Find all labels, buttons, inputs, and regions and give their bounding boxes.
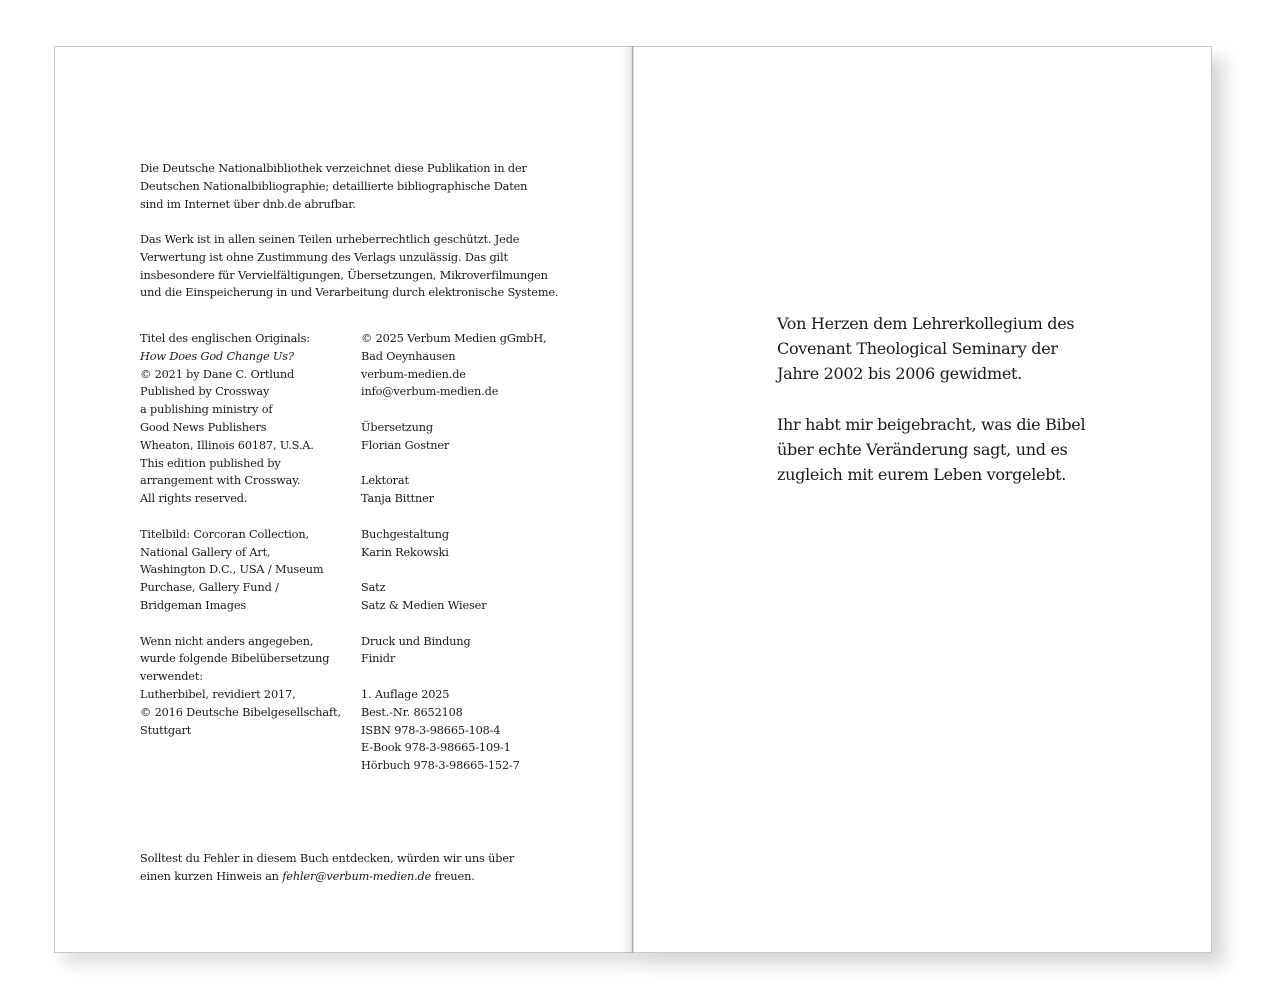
- credit-name: Florian Gostner: [361, 438, 450, 452]
- text-line: Von Herzen dem Lehrerkollegium des: [777, 314, 1075, 333]
- imprint-column-right: [361, 330, 547, 775]
- edition-line: 1. Auflage 2025: [361, 687, 450, 701]
- text-line: Titelbild: Corcoran Collection,: [140, 527, 309, 541]
- text-line: © 2016 Deutsche Bibelgesellschaft,: [140, 705, 341, 719]
- imprint-column-left: [140, 330, 341, 739]
- credit-label: Buchgestaltung: [361, 527, 450, 541]
- text-line: National Gallery of Art,: [140, 545, 271, 559]
- credit-label: Lektorat: [361, 474, 409, 488]
- text-line: verbum-medien.de: [361, 367, 466, 381]
- text-fragment: einen kurzen Hinweis an: [140, 869, 283, 883]
- text-line: Bridgeman Images: [140, 598, 247, 612]
- credit-name: Karin Rekowski: [361, 545, 449, 559]
- audiobook-isbn: Hörbuch 978-3-98665-152-7: [361, 759, 520, 773]
- text-line: This edition published by: [140, 456, 281, 470]
- text-line: Die Deutsche Nationalbibliothek verzeichnet diese Publikation in der: [140, 162, 527, 175]
- original-title: How Does God Change Us?: [140, 349, 294, 363]
- text-line: Washington D.C., USA / Museum: [140, 563, 324, 577]
- text-line: Solltest du Fehler in diesem Buch entdecken, würden wir uns über: [140, 852, 515, 865]
- cip-notice: [140, 160, 527, 213]
- text-line: Good News Publishers: [140, 420, 267, 434]
- order-number: Best.-Nr. 8652108: [361, 705, 463, 719]
- text-line: Das Werk ist in allen seinen Teilen urheberrechtlich geschützt. Jede: [140, 233, 520, 246]
- credit-name: Tanja Bittner: [361, 492, 434, 506]
- text-line: Covenant Theological Seminary der: [777, 339, 1058, 359]
- text-line: info@verbum-medien.de: [361, 385, 499, 399]
- text-line: zugleich mit eurem Leben vorgelebt.: [777, 465, 1067, 485]
- text-line: Wenn nicht anders angegeben,: [140, 634, 314, 648]
- text-line: All rights reserved.: [140, 492, 248, 506]
- book-spread: [54, 46, 1212, 953]
- credit-label: Übersetzung: [361, 420, 433, 434]
- left-page: [54, 46, 634, 953]
- text-line: © 2021 by Dane C. Ortlund: [140, 367, 295, 381]
- text-line: Lutherbibel, revidiert 2017,: [140, 687, 296, 701]
- text-line: arrangement with Crossway.: [140, 474, 301, 488]
- text-line: Jahre 2002 bis 2006 gewidmet.: [777, 364, 1022, 384]
- dedication: [777, 311, 1085, 487]
- isbn: ISBN 978-3-98665-108-4: [361, 723, 501, 737]
- text-line: Stuttgart: [140, 723, 192, 737]
- right-page: [632, 46, 1212, 953]
- copyright-notice: [140, 231, 558, 302]
- errata-notice: [140, 850, 514, 886]
- text-line: und die Einspeicherung in und Verarbeitung durch elektronische Systeme.: [140, 286, 559, 300]
- text-line: Verwertung ist ohne Zustimmung des Verlags unzulässig. Das gilt: [140, 250, 508, 264]
- text-line: [140, 868, 514, 886]
- text-line: sind im Internet über dnb.de abrufbar.: [140, 197, 356, 211]
- text-line: Bad Oeynhausen: [361, 349, 456, 363]
- text-line: Deutschen Nationalbibliographie; detaillierte bibliographische Daten: [140, 179, 528, 193]
- text-line: über echte Veränderung sagt, und es: [777, 440, 1068, 459]
- errata-email-link[interactable]: fehler@verbum-medien.de: [282, 869, 432, 883]
- original-label: Titel des englischen Originals:: [140, 332, 310, 345]
- credit-label: Satz: [361, 581, 386, 595]
- text-line: wurde folgende Bibelübersetzung: [140, 652, 330, 666]
- credit-label: Druck und Bindung: [361, 634, 471, 648]
- text-line: Ihr habt mir beigebracht, was die Bibel: [777, 414, 1086, 434]
- text-line: Wheaton, Illinois 60187, U.S.A.: [140, 438, 314, 452]
- text-line: Purchase, Gallery Fund /: [140, 581, 279, 595]
- ebook-isbn: E-Book 978-3-98665-109-1: [361, 741, 511, 755]
- text-fragment: freuen.: [431, 869, 475, 883]
- credit-name: Satz & Medien Wieser: [361, 598, 487, 612]
- text-line: Published by Crossway: [140, 385, 270, 399]
- credit-name: Finidr: [361, 652, 396, 666]
- text-line: verwendet:: [140, 670, 203, 684]
- text-line: a publishing ministry of: [140, 403, 273, 417]
- text-line: © 2025 Verbum Medien gGmbH,: [361, 332, 547, 345]
- text-line: insbesondere für Vervielfältigungen, Übersetzungen, Mikroverfilmungen: [140, 268, 548, 282]
